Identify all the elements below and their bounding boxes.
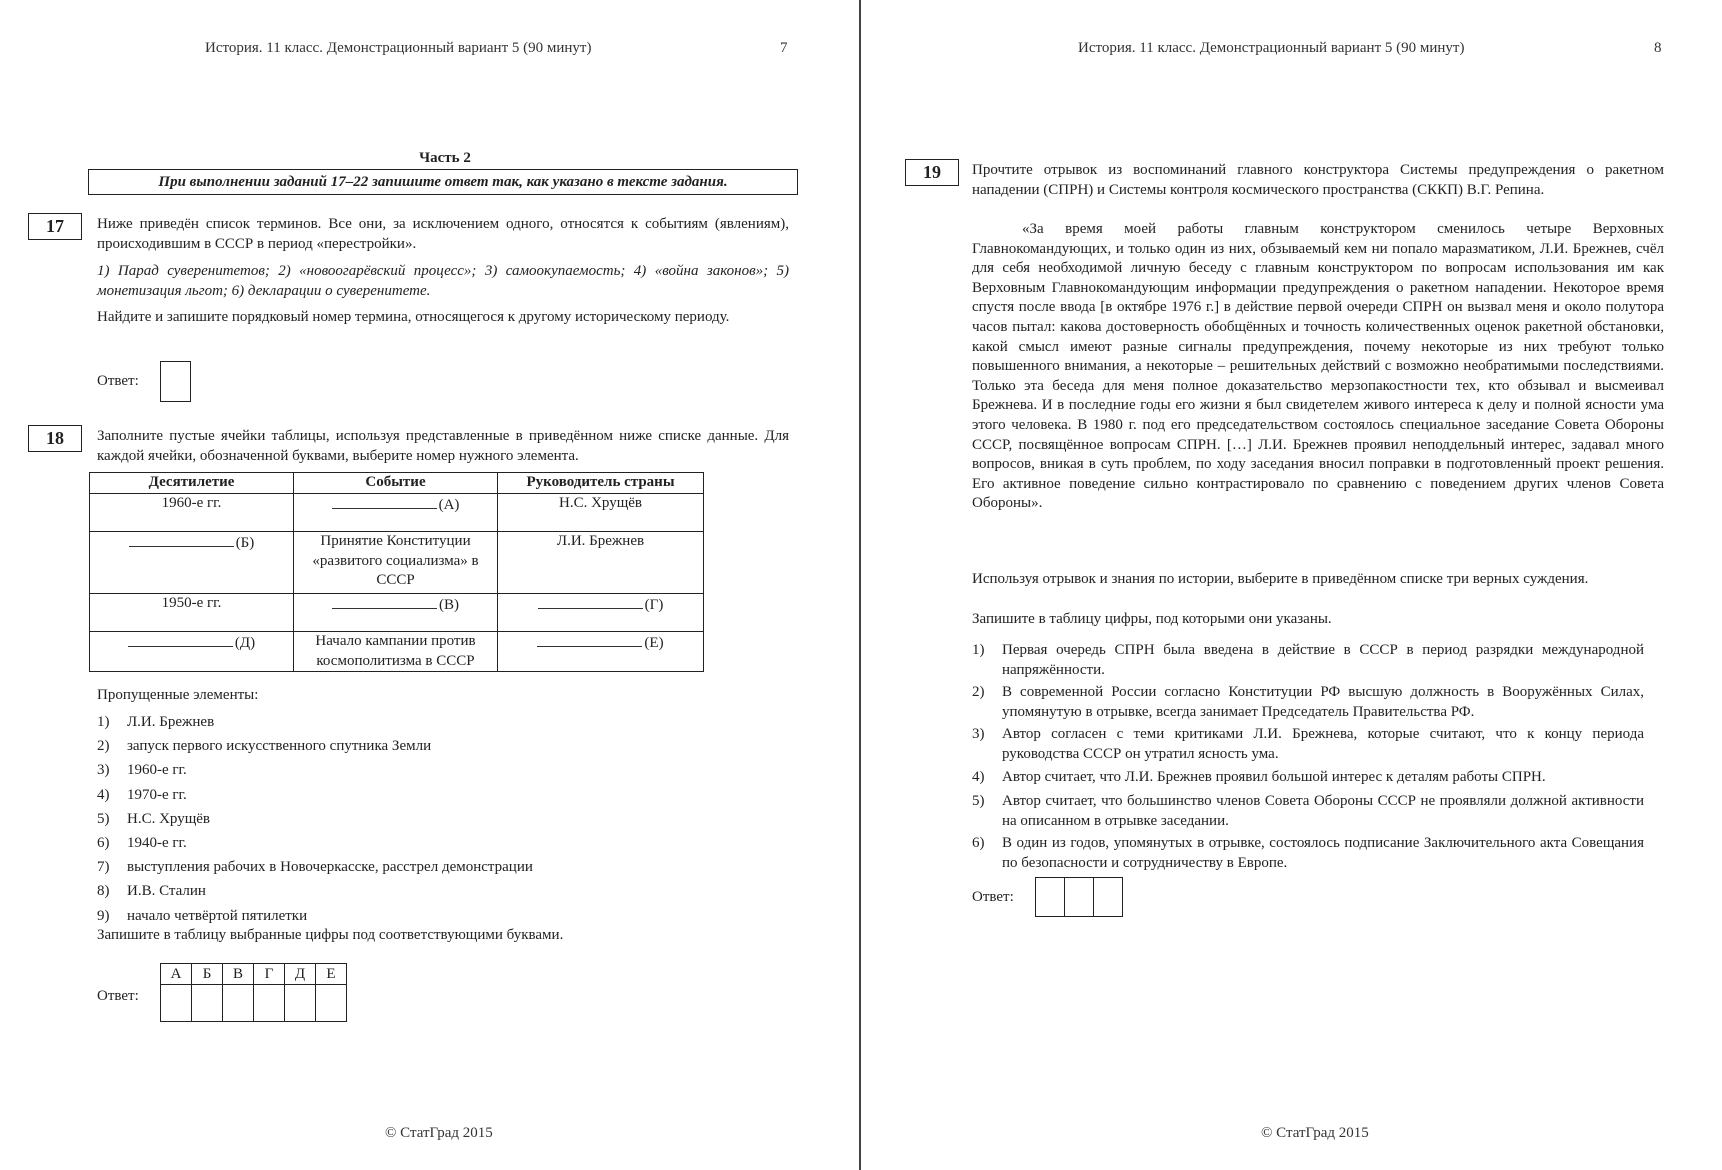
table-cell <box>294 594 498 632</box>
task19-quote: «За время моей работы главным конструктором сменилось четыре Верховных Главнокомандующих, и только один из них, обзываемый кем ни попало маразматиком, Л.И. Брежнев, счёл для себя необходимой личную беседу с главным конструктором по вопросам использования им как Верховным Главнокомандующим информации предупреждения о ракетном нападении. Некоторое время спустя после ввода [в октябре 1976 г.] в действие первой очереди СПРН он вызвал меня и около полутора часов пытал: какова достоверность обобщённых и точность количественных оценок ракетной обстановки, какой смысл имеют разные сигналы предупреждения, почему некоторые из них требуют только повышенного внимания, а некоторые – решительных действий с возможно необратимыми последствиями. Только эта беседа для меня полное доказательство мерзопакостности тех, кто обзывал и высмеивал Брежнева. И в последние годы его жизни я был свидетелем живого интереса к делу и полной ясности ума этого человека. В 1980 г. под его председательством состоялось специальное заседание Совета Обороны СССР, посвящённое вопросам СПРН. […] Л.И. Брежнев проявил неподдельный интерес, задавал много вопросов, вникая в суть проблем, по ходу заседания вносил поправки в подготовленный проект решения. Его активное поведение сильно контрастировало по сравнению с поведением других членов Совета Обороны». <box>972 221 1664 512</box>
item-text: начало четвёртой пятилетки <box>127 907 308 924</box>
page-number: 7 <box>780 40 788 56</box>
item-text: В один из годов, упомянутых в отрывке, состоялось подписание Заключительного акта Совещания по безопасности и сотрудничеству в Европе. <box>1002 835 1644 871</box>
answer-letter: Г <box>254 964 285 985</box>
list-item <box>972 725 1644 764</box>
item-number: 6) <box>972 835 985 852</box>
task19-answer-label: Ответ: <box>972 889 1014 905</box>
item-text: В современной России согласно Конституции РФ высшую должность в Вооружённых Силах, упомянутую в отрывке, всегда занимает Председатель Правительства РФ. <box>1002 684 1644 720</box>
list-item <box>97 879 789 903</box>
item-number: 4) <box>97 786 110 803</box>
task17-question: Найдите и запишите порядковый номер термина, относящегося к другому историческому периоду. <box>97 309 730 325</box>
answer-cell[interactable] <box>285 985 316 1022</box>
page-number: 8 <box>1654 40 1662 56</box>
cell-letter: (Е) <box>644 635 664 651</box>
page-header: История. 11 класс. Демонстрационный вариант 5 (90 минут) <box>1078 40 1465 56</box>
item-text: Н.С. Хрущёв <box>127 810 211 827</box>
item-text: И.В. Сталин <box>127 883 206 900</box>
missing-elements-list <box>97 710 789 928</box>
table-cell: Н.С. Хрущёв <box>498 494 704 532</box>
list-item <box>97 855 789 879</box>
right-page <box>862 0 1722 1170</box>
list-item <box>97 710 789 734</box>
table-row <box>90 594 704 632</box>
list-item <box>97 783 789 807</box>
list-item <box>972 792 1644 831</box>
item-number: 8) <box>97 883 110 900</box>
page-footer: © СтатГрад 2015 <box>1261 1125 1369 1141</box>
answer-letter: В <box>223 964 254 985</box>
events-table <box>89 472 704 672</box>
answer-letter: А <box>161 964 192 985</box>
instruction-box: При выполнении заданий 17–22 запишите ответ так, как указано в тексте задания. <box>88 169 798 195</box>
list-item <box>97 904 789 928</box>
task-number-19: 19 <box>905 159 959 186</box>
task-number-17: 17 <box>28 213 82 240</box>
item-text: выступления рабочих в Новочеркасске, расстрел демонстрации <box>127 859 533 876</box>
list-item <box>972 641 1644 680</box>
item-text: Автор согласен с теми критиками Л.И. Брежнева, которые считают, что к концу периода руководства СССР он утратил ясность ума. <box>1002 726 1644 762</box>
cell-letter: (Б) <box>235 535 255 551</box>
left-page <box>0 0 860 1170</box>
table-cell <box>90 532 294 594</box>
list-item <box>97 734 789 758</box>
table-cell: Принятие Конституции «развитого социализма» в СССР <box>294 532 498 594</box>
task18-answer-grid <box>160 963 347 1022</box>
column-header: Десятилетие <box>90 473 294 494</box>
item-number: 5) <box>972 793 985 810</box>
list-item <box>972 683 1644 722</box>
task18-write-instruction: Запишите в таблицу выбранные цифры под соответствующими буквами. <box>97 927 564 943</box>
table-cell <box>90 632 294 672</box>
item-number: 3) <box>97 762 110 779</box>
item-text: Автор считает, что Л.И. Брежнев проявил большой интерес к деталям работы СПРН. <box>1002 768 1546 785</box>
cell-letter: (В) <box>439 597 459 613</box>
answer-cell[interactable] <box>161 985 192 1022</box>
cell-letter: (Г) <box>644 597 664 613</box>
cell-letter: (А) <box>438 497 460 513</box>
item-text: запуск первого искусственного спутника Земли <box>127 738 432 755</box>
list-item <box>97 831 789 855</box>
table-cell: Л.И. Брежнев <box>498 532 704 594</box>
list-item <box>97 758 789 782</box>
table-cell <box>498 594 704 632</box>
table-cell: Начало кампании против космополитизма в СССР <box>294 632 498 672</box>
table-row <box>90 494 704 532</box>
item-number: 2) <box>97 738 110 755</box>
answer-letter: Е <box>316 964 347 985</box>
task17-answer-label: Ответ: <box>97 373 139 389</box>
table-cell <box>498 632 704 672</box>
answer-letter: Б <box>192 964 223 985</box>
missing-title: Пропущенные элементы: <box>97 687 259 703</box>
table-cell: 1960-е гг. <box>90 494 294 532</box>
table-row <box>90 532 704 594</box>
task17-intro: Ниже приведён список терминов. Все они, за исключением одного, относятся к событиям (явлениям), происходившим в СССР в период «перестройки». <box>97 216 789 252</box>
item-number: 1) <box>97 714 110 730</box>
task19-write-instruction: Запишите в таблицу цифры, под которыми они указаны. <box>972 611 1332 627</box>
page-header: История. 11 класс. Демонстрационный вариант 5 (90 минут) <box>205 40 592 56</box>
task19-question: Используя отрывок и знания по истории, выберите в приведённом списке три верных суждения. <box>972 571 1589 587</box>
item-number: 2) <box>972 684 985 701</box>
answer-cell[interactable] <box>1094 878 1123 917</box>
item-number: 4) <box>972 768 985 785</box>
item-text: Первая очередь СПРН была введена в действие в СССР в период разрядки международной напряжённости. <box>1002 642 1644 678</box>
answer-cell[interactable] <box>254 985 285 1022</box>
page-divider <box>859 0 861 1170</box>
answer-cell[interactable] <box>1065 878 1094 917</box>
item-text: Л.И. Брежнев <box>127 714 215 730</box>
answer-cell[interactable] <box>316 985 347 1022</box>
table-cell <box>294 494 498 532</box>
task18-intro: Заполните пустые ячейки таблицы, используя представленные в приведённом ниже списке данные. Для каждой ячейки, обозначенной буквами, выберите номер нужного элемента. <box>97 428 789 464</box>
answer-cell[interactable] <box>192 985 223 1022</box>
task-number-18: 18 <box>28 425 82 452</box>
item-number: 3) <box>972 726 985 743</box>
item-number: 7) <box>97 859 110 876</box>
task17-terms: 1) Парад суверенитетов; 2) «новоогарёвский процесс»; 3) самоокупаемость; 4) «война законов»; 5) монетизация льгот; 6) декларации о суверенитете. <box>97 263 789 299</box>
table-cell: 1950-е гг. <box>90 594 294 632</box>
answer-cell[interactable] <box>1036 878 1065 917</box>
list-item <box>97 807 789 831</box>
item-number: 9) <box>97 907 110 924</box>
answer-cell[interactable] <box>223 985 254 1022</box>
task19-intro: Прочтите отрывок из воспоминаний главного конструктора Системы предупреждения о ракетном нападении (СПРН) и Системы контроля космического пространства (СККП) В.Г. Репина. <box>972 162 1664 198</box>
column-header: Руководитель страны <box>498 473 704 494</box>
item-text: 1970-е гг. <box>127 786 187 803</box>
task18-answer-label: Ответ: <box>97 988 139 1004</box>
item-number: 6) <box>97 835 110 852</box>
list-item <box>972 834 1644 873</box>
item-text: 1960-е гг. <box>127 762 187 779</box>
column-header: Событие <box>294 473 498 494</box>
answer-letter: Д <box>285 964 316 985</box>
list-item <box>972 768 1644 788</box>
judgements-list <box>972 641 1644 874</box>
item-text: Автор считает, что большинство членов Совета Обороны СССР не проявляли должной активности на описанном в отрывке заседании. <box>1002 793 1644 829</box>
part-title: Часть 2 <box>419 150 471 166</box>
task19-answer-grid <box>1035 877 1123 917</box>
item-number: 1) <box>972 642 985 658</box>
item-text: 1940-е гг. <box>127 835 187 852</box>
cell-letter: (Д) <box>234 635 256 651</box>
item-number: 5) <box>97 810 110 827</box>
page-footer: © СтатГрад 2015 <box>385 1125 493 1141</box>
table-row <box>90 632 704 672</box>
task17-answer-box[interactable] <box>160 361 191 402</box>
